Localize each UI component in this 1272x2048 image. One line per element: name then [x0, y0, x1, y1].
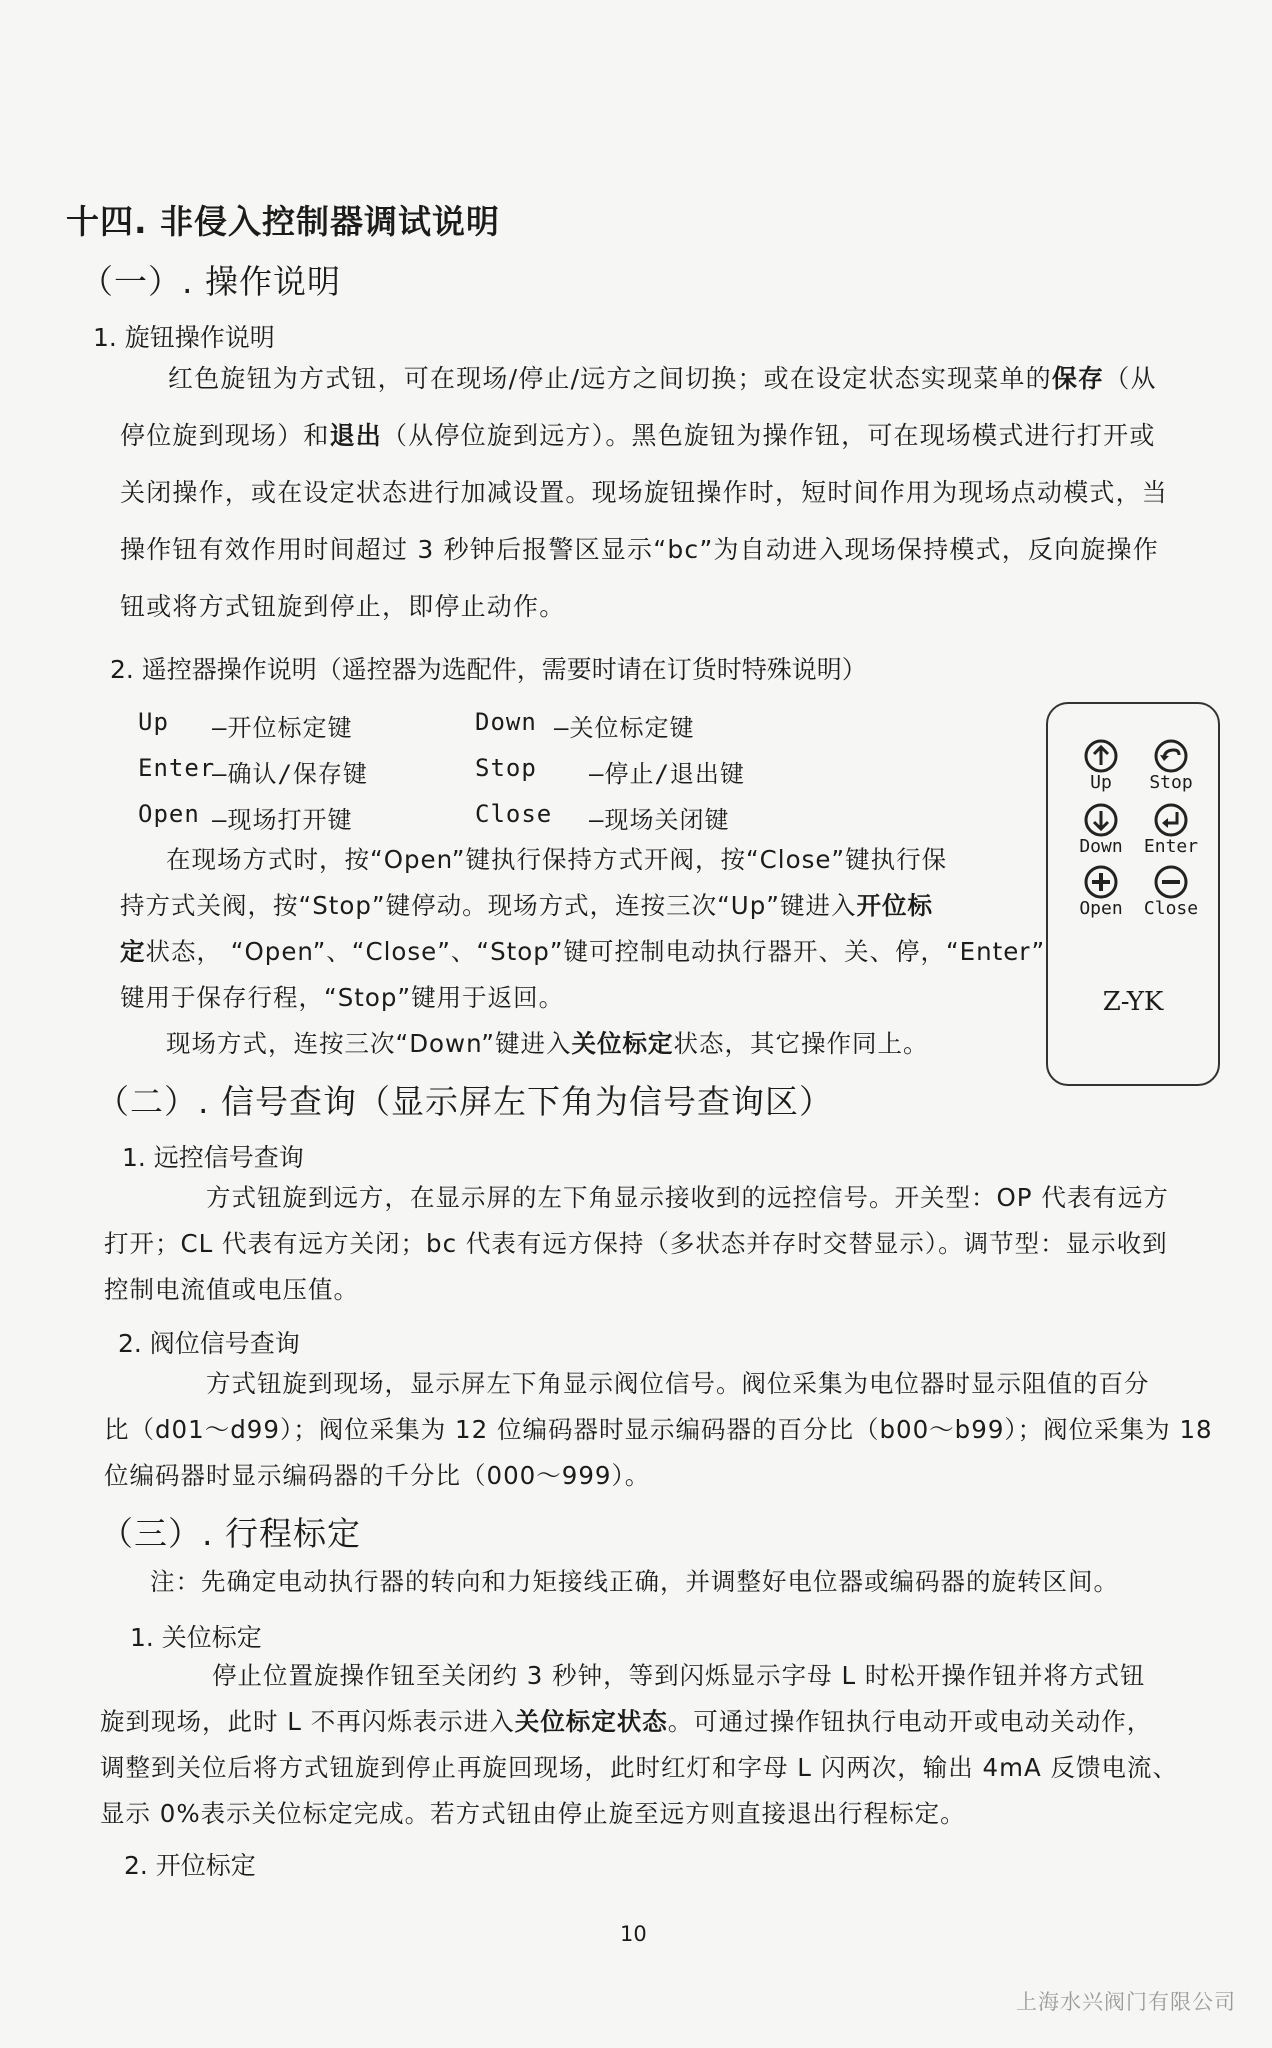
page-number: 10	[620, 1922, 647, 1946]
arrow-up-icon	[1083, 738, 1119, 774]
para-line: 打开；CL 代表有远方关闭；bc 代表有远方保持（多状态并存时交替显示）。调节型：显示收到	[104, 1229, 1168, 1258]
remote-close-button: Close	[1140, 864, 1202, 919]
para-line: 显示 0%表示关位标定完成。若方式钮由停止旋至远方则直接退出行程标定。	[100, 1799, 966, 1828]
para-line: 旋到现场，此时 L 不再闪烁表示进入关位标定状态。可通过操作钮执行电动开或电动关动作，	[100, 1707, 1153, 1736]
para-line: 操作钮有效作用时间超过 3 秒钟后报警区显示“bc”为自动进入现场保持模式，反向旋操作	[120, 535, 1159, 564]
para-line: 在现场方式时，按“Open”键执行保持方式开阀，按“Close”键执行保	[166, 845, 948, 874]
subsection-1-2-heading: 2. 遥控器操作说明（遥控器为选配件，需要时请在订货时特殊说明）	[110, 655, 867, 684]
remote-control-figure	[1046, 702, 1220, 1086]
para-line: 钮或将方式钮旋到停止，即停止动作。	[120, 592, 566, 621]
key-stop-name: Stop	[475, 754, 537, 782]
para-line: 键用于保存行程，“Stop”键用于返回。	[120, 983, 565, 1012]
subsection-1-1-heading: 1. 旋钮操作说明	[93, 323, 275, 352]
subsection-3-1-heading: 1. 关位标定	[130, 1623, 262, 1652]
subsection-2-1-heading: 1. 远控信号查询	[122, 1143, 304, 1172]
watermark: 上海水兴阀门有限公司	[1016, 1990, 1236, 2014]
key-down-name: Down	[475, 708, 537, 736]
para-line: 调整到关位后将方式钮旋到停止再旋回现场，此时红灯和字母 L 闪两次，输出 4mA 反馈电流、	[100, 1753, 1179, 1782]
remote-open-button: Open	[1070, 864, 1132, 919]
remote-up-button: Up	[1070, 738, 1132, 793]
section-3-heading: （三）. 行程标定	[100, 1514, 361, 1553]
para-line: 控制电流值或电压值。	[104, 1275, 359, 1304]
return-icon	[1153, 738, 1189, 774]
key-close-name: Close	[475, 800, 553, 828]
key-down-desc: —关位标定键	[554, 714, 695, 742]
subsection-2-2-heading: 2. 阀位信号查询	[118, 1329, 300, 1358]
para-line: 持方式关阀，按“Stop”键停动。现场方式，连按三次“Up”键进入开位标	[120, 891, 933, 920]
para-line: 现场方式，连按三次“Down”键进入关位标定状态，其它操作同上。	[166, 1029, 929, 1058]
para-line: 停位旋到现场）和退出（从停位旋到远方）。黑色旋钮为操作钮，可在现场模式进行打开或	[120, 421, 1156, 450]
para-line: 位编码器时显示编码器的千分比（000～999）。	[104, 1461, 651, 1490]
para-line: 停止位置旋操作钮至关闭约 3 秒钟，等到闪烁显示字母 L 时松开操作钮并将方式钮	[212, 1661, 1146, 1690]
section-1-heading: （一）. 操作说明	[80, 262, 341, 301]
plus-icon	[1083, 864, 1119, 900]
page-title: 十四. 非侵入控制器调试说明	[66, 202, 501, 241]
para-line: 方式钮旋到远方，在显示屏的左下角显示接收到的远控信号。开关型：OP 代表有远方	[206, 1183, 1169, 1212]
section-2-heading: （二）. 信号查询（显示屏左下角为信号查询区）	[96, 1082, 833, 1121]
subsection-3-2-heading: 2. 开位标定	[124, 1851, 256, 1880]
arrow-down-icon	[1083, 802, 1119, 838]
key-up-desc: —开位标定键	[212, 714, 353, 742]
key-enter-name: Enter	[138, 754, 216, 782]
remote-down-button: Down	[1070, 802, 1132, 857]
key-stop-desc: —停止/退出键	[589, 760, 745, 788]
para-line: 比（d01～d99）；阀位采集为 12 位编码器时显示编码器的百分比（b00～b99）；阀位采集为 18	[104, 1415, 1213, 1444]
enter-icon	[1153, 802, 1189, 838]
para-line: 定状态， “Open”、“Close”、“Stop”键可控制电动执行器开、关、停，“Enter”	[120, 937, 1046, 966]
para-line: 红色旋钮为方式钮，可在现场/停止/远方之间切换；或在设定状态实现菜单的保存（从	[168, 364, 1157, 393]
key-open-desc: —现场打开键	[212, 806, 353, 834]
para-line: 方式钮旋到现场，显示屏左下角显示阀位信号。阀位采集为电位器时显示阻值的百分	[206, 1369, 1150, 1398]
remote-model-label: Z-YK	[1102, 987, 1164, 1017]
remote-enter-button: Enter	[1140, 802, 1202, 857]
note-line: 注：先确定电动执行器的转向和力矩接线正确，并调整好电位器或编码器的旋转区间。	[150, 1567, 1119, 1596]
key-open-name: Open	[138, 800, 200, 828]
key-up-name: Up	[138, 708, 169, 736]
para-line: 关闭操作，或在设定状态进行加减设置。现场旋钮操作时，短时间作用为现场点动模式，当	[120, 478, 1169, 507]
remote-stop-button: Stop	[1140, 738, 1202, 793]
key-enter-desc: —确认/保存键	[212, 760, 368, 788]
key-close-desc: —现场关闭键	[589, 806, 730, 834]
minus-icon	[1153, 864, 1189, 900]
